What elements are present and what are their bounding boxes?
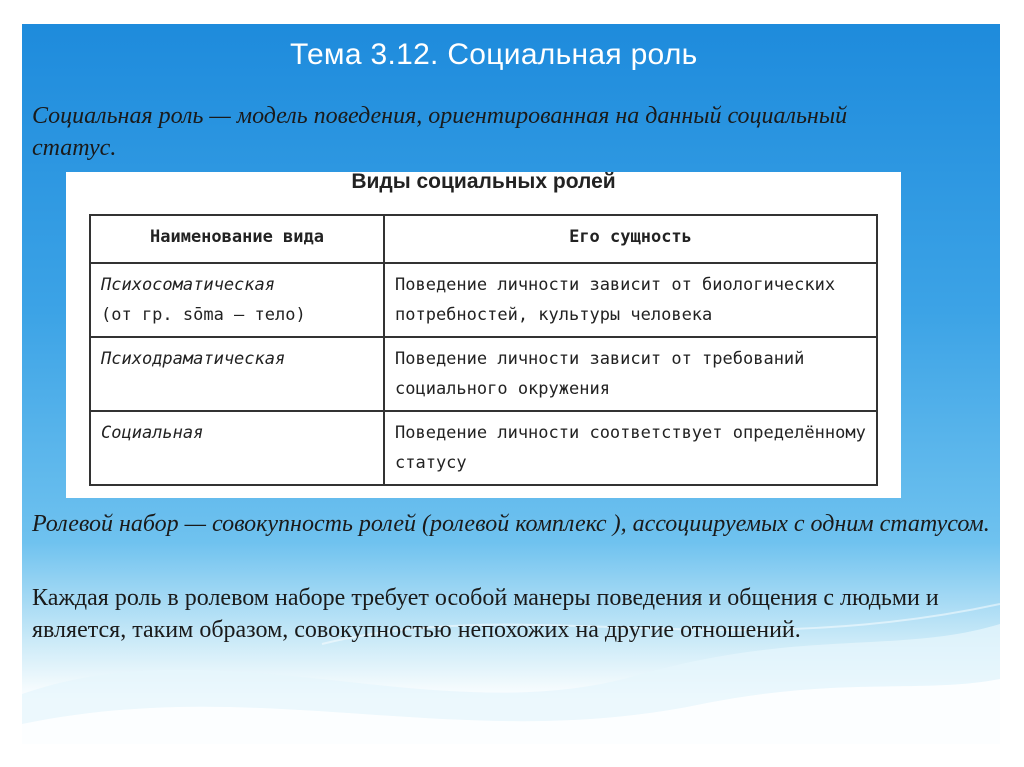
table-row [90, 337, 877, 411]
table-title: Виды социальных ролей [351, 170, 616, 193]
intro-definition: Социальная роль — модель поведения, ориентированная на данный социальный статус. [32, 103, 848, 161]
header-essence: Его сущность [384, 215, 877, 263]
roles-table [89, 214, 878, 486]
slide-title: Тема 3.12. Социальная роль [290, 38, 698, 71]
role-essence: Поведение личности соответствует определённому статусу [384, 411, 877, 485]
role-name-note: (от гр. sōma — тело) [101, 305, 306, 325]
role-name: Психодраматическая [101, 349, 286, 369]
table-header-row [90, 215, 877, 263]
role-essence: Поведение личности зависит от биологических потребностей, культуры человека [384, 263, 877, 337]
table-row [90, 263, 877, 337]
role-name: Психосоматическая [101, 275, 275, 295]
role-name: Социальная [101, 423, 204, 443]
role-set-definition: Ролевой набор — совокупность ролей (ролевой комплекс ), ассоциируемых с одним статусом. [32, 511, 990, 537]
roles-table-card [66, 172, 901, 498]
role-essence: Поведение личности зависит от требований социального окружения [384, 337, 877, 411]
header-name: Наименование вида [90, 215, 384, 263]
role-name-cell [90, 263, 384, 337]
table-row [90, 411, 877, 485]
role-name-cell [90, 411, 384, 485]
role-set-explanation: Каждая роль в ролевом наборе требует особой манеры поведения и общения с людьми и является, таким образом, совокупностью непохожих на другие отношений. [32, 585, 939, 643]
role-name-cell [90, 337, 384, 411]
